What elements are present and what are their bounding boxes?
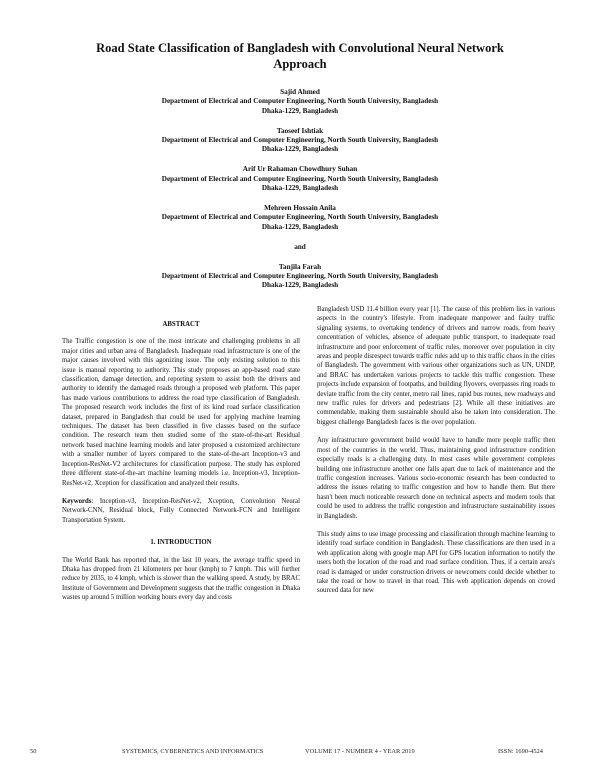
body-paragraph: Bangladesh USD 11.4 billion every year [1]. The cause of this problem lies in various aspects in the country's lifestyle. From inadequate manpower and faulty traffic signaling systems, to overtaking tendency of drivers and narrow roads, from heavy concentration of vehicles, absence of adequate public transport, to inadequate road infrastructure and poor enforcement of traffic rules, moreover over population in city areas and people disrespect towards traffic rules add up to this traffic chaos in the cities of Bangladesh. The government with various other organizations such as UN, UNDP, and BRAC has undertaken various projects to tackle this traffic congestion. These projects include expansion of footpaths, and building flyovers, overpasses ring roads to deviate traffic from the city center, metro rail lines, rapid bus routes, new roadways and new traffic rules for drivers and pedestrians [2]. While all these initiatives are commendable, making them sustainable should also be taken into consideration. The biggest challenge Bangladesh faces is the over population. <box>317 306 555 426</box>
issn: ISSN: 1690-4524 <box>498 748 543 755</box>
author-entry <box>60 88 540 116</box>
author-department: Department of Electrical and Computer Engineering, North South University, Bangladesh <box>161 174 439 183</box>
author-city: Dhaka-1229, Bangladesh <box>261 281 339 290</box>
abstract-text: The Traffic congestion is one of the most intricate and challenging problems in all major cities and urban area of Bangladesh. Inadequate road infrastructure is one of the major causes involved with this agonizing issue. The only existing solution to this issue is manual reporting to authority. This study proposes an app-based road state classification, damage detection, and reporting system to assist both the drivers and authority to identify the damaged roads through a proposed web platform. This paper has made various contributions to address the road type classification of Bangladesh. The proposed research work includes the first of its kind road surface classification dataset, prepared in Bangladesh that could be used for applying machine learning techniques. The dataset has been classified in five classes based on the surface condition. The research team then studied some of the state-of-the-art Residual network based machine learning models and later proposed a customized architecture with a smaller number of layers compared to the state-of-the-art Inception-v3 and Inception-ResNet-V2 architectures for classification purpose. The study has explored three different state-of-the-art machine learning models i.e. Inception-v3, Inception-ResNet-v2, Xception for classification and analyzed their results. <box>62 338 300 487</box>
author-name: Taoseef Ishtiak <box>276 126 324 135</box>
author-city: Dhaka-1229, Bangladesh <box>261 145 339 154</box>
journal-name: SYSTEMICS, CYBERNETICS AND INFORMATICS <box>122 748 264 755</box>
author-department: Department of Electrical and Computer Engineering, North South University, Bangladesh <box>161 97 439 106</box>
author-entry <box>60 263 540 291</box>
author-entry <box>60 127 540 155</box>
author-city: Dhaka-1229, Bangladesh <box>261 183 339 192</box>
volume-info: VOLUME 17 - NUMBER 4 - YEAR 2019 <box>305 748 415 755</box>
left-column <box>62 320 300 612</box>
author-entry <box>60 204 540 232</box>
abstract-heading: ABSTRACT <box>162 321 200 328</box>
introduction-paragraph: The World Bank has reported that, in the last 10 years, the average traffic speed in Dhaka has dropped from 21 kilometers per hour (kmph) to 7 kmph. This will further reduce by 2035, to 4 kmph, which is slower than the walking speed. A study, by BRAC Institute of Government and Development suggests that the traffic congestion in Dhaka wastes up around 5 million working hours every day and costs <box>62 556 300 602</box>
author-name: Arif Ur Rahaman Chowdhury Suhan <box>242 165 358 174</box>
and-separator: and <box>294 242 306 251</box>
author-department: Department of Electrical and Computer Engineering, North South University, Bangladesh <box>161 272 439 281</box>
body-paragraph: This study aims to use image processing and classification through machine learning to identify road surface condition in Bangladesh. These classifications are then used in a web application along with google map API for GPS location information to notify the users both the location of the road and road surface condition. Thus, if a certain area's road is damaged or under construction drivers or newcomers could decide whether to take the road or how to travel in that road. This web application depends on crowd sourced data for new <box>317 530 555 595</box>
author-city: Dhaka-1229, Bangladesh <box>261 222 339 231</box>
author-name: Sajid Ahmed <box>280 88 320 96</box>
author-department: Department of Electrical and Computer Engineering, North South University, Bangladesh <box>161 135 439 144</box>
keywords-label: Keywords <box>62 497 92 505</box>
author-block <box>60 88 540 302</box>
introduction-heading: 1. INTRODUCTION <box>150 539 212 547</box>
author-name: Tanjila Farah <box>278 262 322 271</box>
paper-title: Road State Classification of Bangladesh with Convolutional Neural Network Approach <box>96 41 504 71</box>
keywords <box>62 497 300 525</box>
author-department: Department of Electrical and Computer Engineering, North South University, Bangladesh <box>161 213 439 222</box>
page-number: 50 <box>30 748 37 755</box>
author-city: Dhaka-1229, Bangladesh <box>261 106 339 115</box>
author-entry <box>60 165 540 193</box>
author-name: Mehreen Hossain Anila <box>264 204 336 213</box>
keywords-text: : Inception-v3, Inception-ResNet-v2, Xception, Convolution Neural Network-CNN, Residual block, Fully Connected Network-FCN and Intelligent Transportation System. <box>62 497 300 524</box>
body-paragraph: Any infrastructure government build would have to handle more people traffic then most of the countries in the world. Thus, maintaining good infrastructure condition especially roads is a challenging duty. In most cases while government completes building one infrastructure another one falls apart due to lack of maintenance and the traffic congestion increases. Various socio-economic research has been conducted to address the issues relating to traffic congestion and how to handle them. But there hasn't been much noticeable research done on technical aspects and modern tools that could be used to address the traffic congestion and infrastructure sustainability issues in Bangladesh. <box>317 437 555 520</box>
right-column <box>317 305 555 605</box>
